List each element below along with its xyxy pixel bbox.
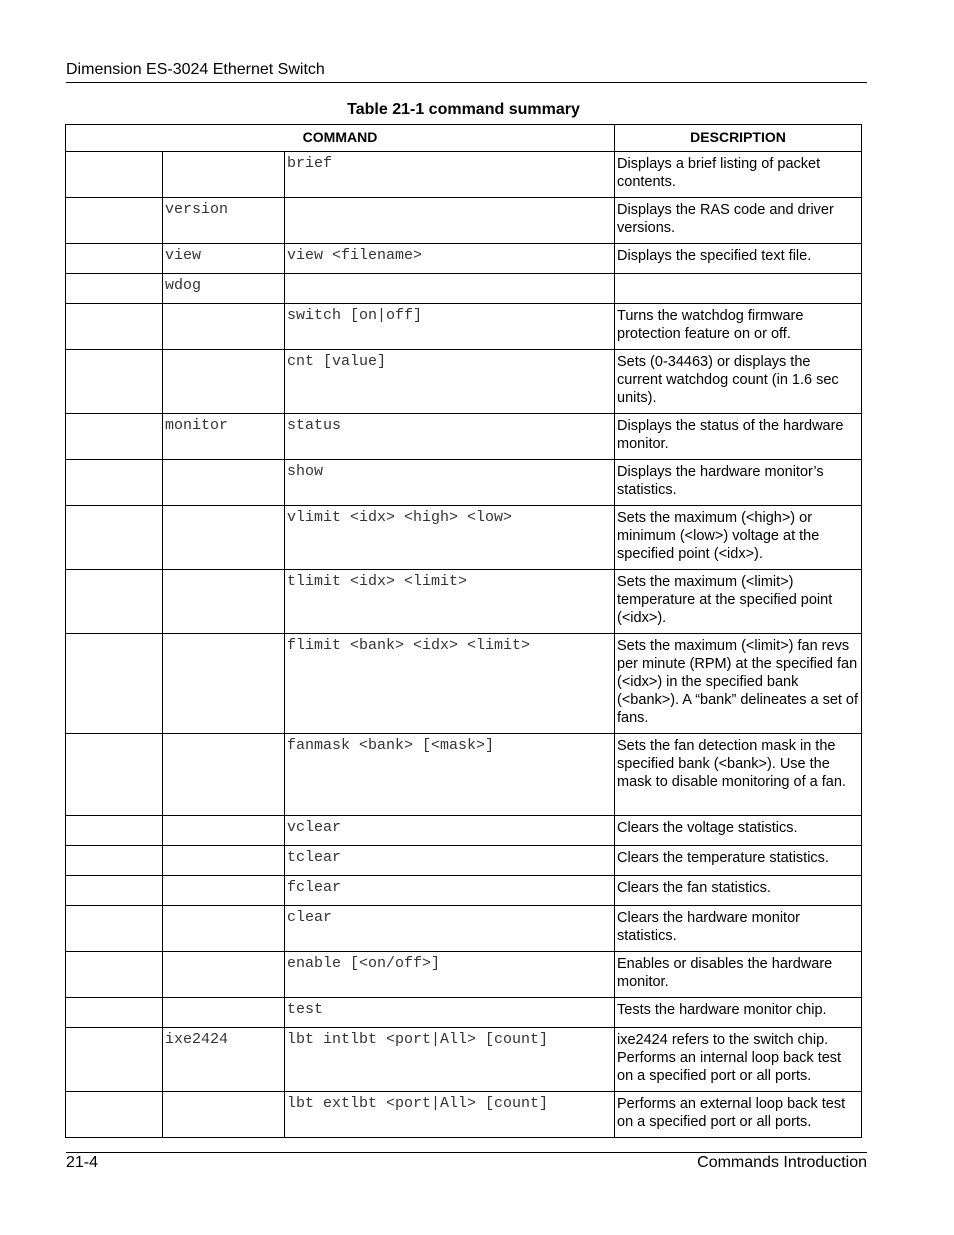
page-header-title: Dimension ES-3024 Ethernet Switch bbox=[66, 61, 325, 78]
command-level3-cell: enable [<on/off>] bbox=[285, 952, 615, 998]
command-level1-cell bbox=[66, 876, 163, 906]
description-cell: ixe2424 refers to the switch chip. Performs an internal loop back test on a specified port or all ports. bbox=[615, 1028, 862, 1092]
description-cell: Tests the hardware monitor chip. bbox=[615, 998, 862, 1028]
command-level2-cell bbox=[163, 816, 285, 846]
command-level1-cell bbox=[66, 198, 163, 244]
table-body bbox=[66, 152, 862, 1138]
table-row bbox=[66, 1028, 862, 1092]
command-level1-cell bbox=[66, 952, 163, 998]
table-row bbox=[66, 198, 862, 244]
page-number: 21-4 bbox=[66, 1154, 99, 1171]
command-level2-cell bbox=[163, 570, 285, 634]
description-cell: Displays the status of the hardware monitor. bbox=[615, 414, 862, 460]
table-row bbox=[66, 304, 862, 350]
description-cell: Displays the RAS code and driver versions. bbox=[615, 198, 862, 244]
command-level2-cell: monitor bbox=[163, 414, 285, 460]
table-row bbox=[66, 906, 862, 952]
command-level1-cell bbox=[66, 274, 163, 304]
table-row bbox=[66, 460, 862, 506]
description-column-header: DESCRIPTION bbox=[615, 125, 862, 152]
section-name: Commands Introduction bbox=[697, 1154, 867, 1171]
command-level3-cell: flimit <bank> <idx> <limit> bbox=[285, 634, 615, 734]
command-level1-cell bbox=[66, 846, 163, 876]
description-cell: Sets the maximum (<high>) or minimum (<low>) voltage at the specified point (<idx>). bbox=[615, 506, 862, 570]
command-level1-cell bbox=[66, 244, 163, 274]
description-cell: Clears the voltage statistics. bbox=[615, 816, 862, 846]
command-level3-cell: test bbox=[285, 998, 615, 1028]
command-level3-cell: vclear bbox=[285, 816, 615, 846]
command-level1-cell bbox=[66, 734, 163, 816]
command-level2-cell bbox=[163, 906, 285, 952]
table-row bbox=[66, 952, 862, 998]
description-cell: Clears the temperature statistics. bbox=[615, 846, 862, 876]
command-level2-cell bbox=[163, 846, 285, 876]
command-level2-cell bbox=[163, 350, 285, 414]
command-level2-cell bbox=[163, 998, 285, 1028]
command-level2-cell bbox=[163, 1092, 285, 1138]
table-row bbox=[66, 634, 862, 734]
description-cell: Displays the hardware monitor’s statistics. bbox=[615, 460, 862, 506]
table-row bbox=[66, 506, 862, 570]
description-cell: Sets the maximum (<limit>) fan revs per minute (RPM) at the specified fan (<idx>) in the specified bank (<bank>). A “bank” delineates a set of fans. bbox=[615, 634, 862, 734]
command-level2-cell: wdog bbox=[163, 274, 285, 304]
table-row bbox=[66, 570, 862, 634]
description-cell: Performs an external loop back test on a specified port or all ports. bbox=[615, 1092, 862, 1138]
command-level2-cell bbox=[163, 304, 285, 350]
table-row bbox=[66, 414, 862, 460]
header-divider bbox=[66, 82, 867, 83]
command-level2-cell bbox=[163, 952, 285, 998]
command-level2-cell bbox=[163, 734, 285, 816]
table-row bbox=[66, 244, 862, 274]
command-level3-cell: view <filename> bbox=[285, 244, 615, 274]
description-cell: Displays a brief listing of packet contents. bbox=[615, 152, 862, 198]
command-level3-cell: tclear bbox=[285, 846, 615, 876]
command-level1-cell bbox=[66, 152, 163, 198]
command-level1-cell bbox=[66, 1092, 163, 1138]
command-level2-cell: view bbox=[163, 244, 285, 274]
command-level3-cell: fanmask <bank> [<mask>] bbox=[285, 734, 615, 816]
command-level2-cell bbox=[163, 876, 285, 906]
table-row bbox=[66, 734, 862, 816]
command-level3-cell: brief bbox=[285, 152, 615, 198]
description-cell: Clears the fan statistics. bbox=[615, 876, 862, 906]
command-level2-cell bbox=[163, 460, 285, 506]
command-level1-cell bbox=[66, 304, 163, 350]
command-level3-cell: switch [on|off] bbox=[285, 304, 615, 350]
command-level2-cell: version bbox=[163, 198, 285, 244]
command-level2-cell bbox=[163, 634, 285, 734]
description-cell: Sets (0-34463) or displays the current watchdog count (in 1.6 sec units). bbox=[615, 350, 862, 414]
command-level2-cell: ixe2424 bbox=[163, 1028, 285, 1092]
command-level3-cell: fclear bbox=[285, 876, 615, 906]
table-row bbox=[66, 1092, 862, 1138]
table-row bbox=[66, 998, 862, 1028]
command-column-header: COMMAND bbox=[66, 125, 615, 152]
table-row bbox=[66, 274, 862, 304]
command-level3-cell: clear bbox=[285, 906, 615, 952]
table-title: Table 21-1 command summary bbox=[347, 101, 580, 118]
description-cell: Enables or disables the hardware monitor. bbox=[615, 952, 862, 998]
command-level1-cell bbox=[66, 460, 163, 506]
command-level3-cell bbox=[285, 198, 615, 244]
description-cell: Sets the fan detection mask in the specified bank (<bank>). Use the mask to disable monitoring of a fan. bbox=[615, 734, 862, 816]
command-level3-cell: tlimit <idx> <limit> bbox=[285, 570, 615, 634]
command-level1-cell bbox=[66, 1028, 163, 1092]
description-cell: Sets the maximum (<limit>) temperature at the specified point (<idx>). bbox=[615, 570, 862, 634]
command-level2-cell bbox=[163, 506, 285, 570]
command-level1-cell bbox=[66, 414, 163, 460]
command-level3-cell: cnt [value] bbox=[285, 350, 615, 414]
command-level1-cell bbox=[66, 816, 163, 846]
command-level1-cell bbox=[66, 350, 163, 414]
description-cell: Turns the watchdog firmware protection feature on or off. bbox=[615, 304, 862, 350]
command-level1-cell bbox=[66, 570, 163, 634]
command-level1-cell bbox=[66, 634, 163, 734]
command-level3-cell: lbt extlbt <port|All> [count] bbox=[285, 1092, 615, 1138]
command-level3-cell: vlimit <idx> <high> <low> bbox=[285, 506, 615, 570]
description-cell bbox=[615, 274, 862, 304]
command-level3-cell: show bbox=[285, 460, 615, 506]
command-level2-cell bbox=[163, 152, 285, 198]
table-row bbox=[66, 816, 862, 846]
command-level3-cell: status bbox=[285, 414, 615, 460]
command-level3-cell bbox=[285, 274, 615, 304]
table-row bbox=[66, 152, 862, 198]
description-cell: Clears the hardware monitor statistics. bbox=[615, 906, 862, 952]
command-level1-cell bbox=[66, 906, 163, 952]
table-row bbox=[66, 350, 862, 414]
table-header-row bbox=[66, 125, 862, 152]
table-row bbox=[66, 876, 862, 906]
table-row bbox=[66, 846, 862, 876]
command-level3-cell: lbt intlbt <port|All> [count] bbox=[285, 1028, 615, 1092]
command-summary-table bbox=[65, 124, 862, 1138]
command-level1-cell bbox=[66, 998, 163, 1028]
description-cell: Displays the specified text file. bbox=[615, 244, 862, 274]
command-level1-cell bbox=[66, 506, 163, 570]
